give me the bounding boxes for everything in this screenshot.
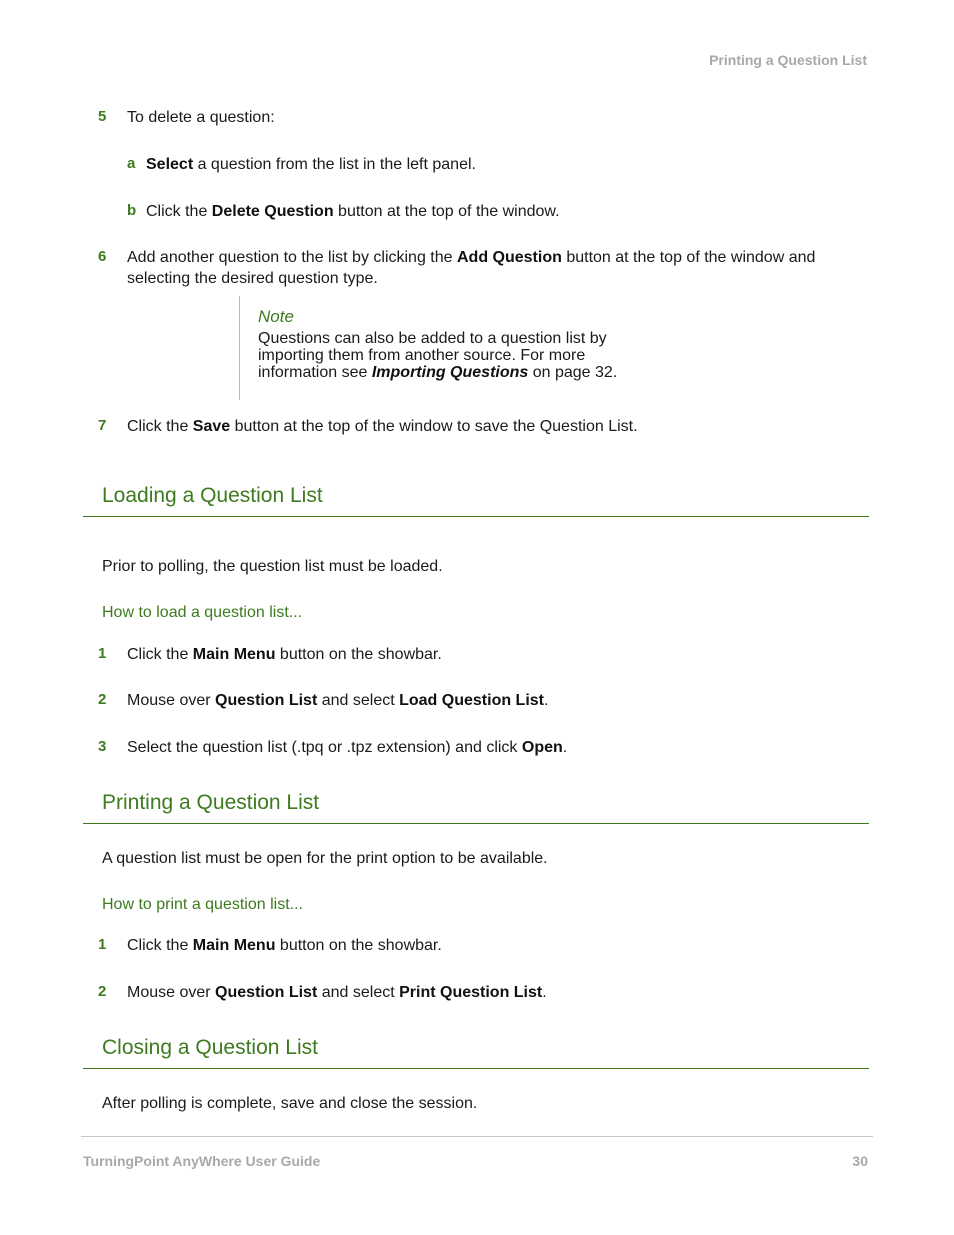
substep-text: Click the Delete Question button at the top of the window. (146, 203, 560, 220)
substep-letter: b (127, 202, 137, 219)
section-title: Loading a Question List (102, 484, 323, 507)
substep-letter: a (127, 155, 136, 172)
howto-heading: How to load a question list... (102, 604, 303, 621)
step-text: Click the Main Menu button on the showbar. (127, 646, 442, 663)
step-number: 7 (98, 417, 107, 434)
step-text: To delete a question: (127, 109, 275, 126)
footer-rule (81, 1136, 873, 1137)
section-rule (83, 1068, 869, 1069)
note-line: importing them from another source. For more (258, 347, 586, 364)
step-number: 1 (98, 645, 107, 662)
step-number: 3 (98, 738, 107, 755)
step-text: Add another question to the list by clicking the Add Question button at the top of the window and selecting the desired question type. (127, 249, 816, 287)
step-text: Select the question list (.tpq or .tpz extension) and click Open. (127, 739, 568, 756)
substep-text: Select a question from the list in the left panel. (146, 156, 476, 173)
step-text: Click the Main Menu button on the showbar. (127, 937, 442, 954)
note-line: information see Importing Questions on page 32. (258, 364, 618, 381)
step-number: 5 (98, 108, 107, 125)
section-rule (83, 823, 869, 824)
howto-heading: How to print a question list... (102, 896, 303, 913)
step-number: 2 (98, 691, 107, 708)
section-rule (83, 516, 869, 517)
section-title: Printing a Question List (102, 791, 320, 814)
paragraph: A question list must be open for the print option to be available. (102, 850, 548, 867)
running-header: Printing a Question List (709, 52, 867, 68)
section-title: Closing a Question List (102, 1036, 318, 1059)
importing-questions-link[interactable]: Importing Questions (371, 364, 529, 381)
step-number: 1 (98, 936, 107, 953)
note-line: Questions can also be added to a question list by (258, 330, 607, 347)
note-body (258, 330, 638, 381)
step-number: 2 (98, 983, 107, 1000)
step-text: Mouse over Question List and select Load Question List. (127, 692, 549, 709)
note-title: Note (258, 307, 294, 326)
page-number: 30 (852, 1153, 868, 1169)
paragraph: After polling is complete, save and close the session. (102, 1095, 478, 1112)
step-text: Mouse over Question List and select Print Question List. (127, 984, 547, 1001)
step-text: Click the Save button at the top of the window to save the Question List. (127, 418, 638, 435)
step-number: 6 (98, 248, 107, 265)
footer-title: TurningPoint AnyWhere User Guide (83, 1153, 321, 1169)
paragraph: Prior to polling, the question list must be loaded. (102, 558, 443, 575)
